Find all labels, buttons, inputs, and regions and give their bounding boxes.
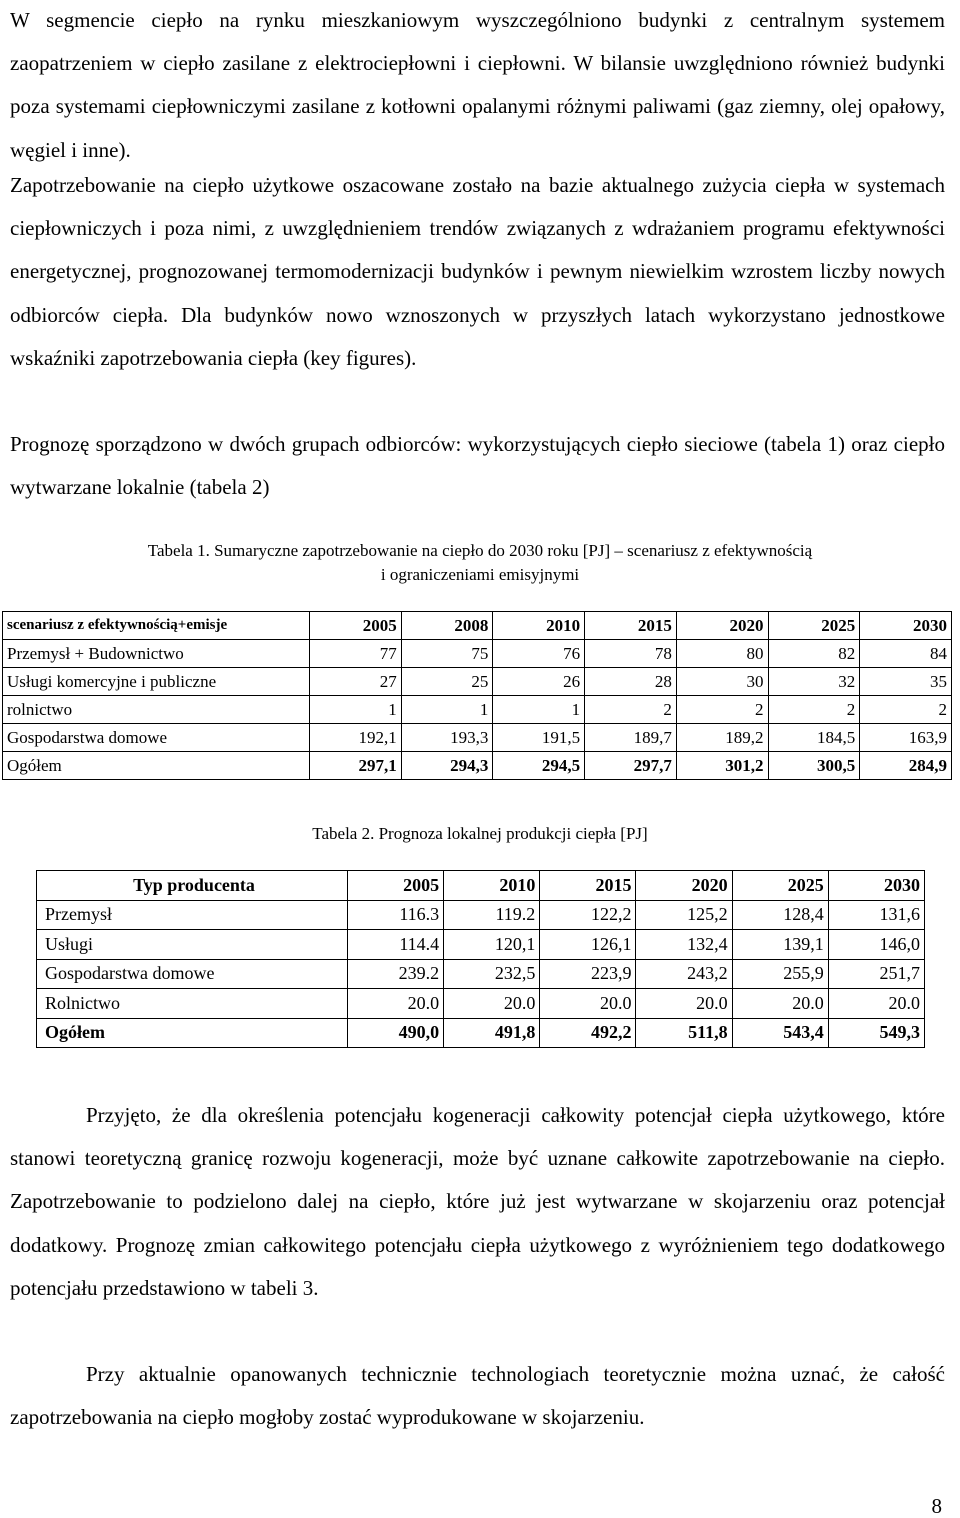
table1-row-label: rolnictwo (3, 696, 310, 724)
table2-cell: 125,2 (636, 900, 732, 930)
table1-header-cell: 2025 (768, 612, 860, 640)
table1-row-label: Gospodarstwa domowe (3, 724, 310, 752)
table1-cell: 301,2 (676, 752, 768, 780)
table2-header-cell: Typ producenta (37, 871, 348, 901)
table1-cell: 297,1 (310, 752, 402, 780)
table2-cell: 490,0 (348, 1018, 444, 1048)
table2-row-label: Przemysł (37, 900, 348, 930)
table2-cell: 223,9 (540, 959, 636, 989)
table2-cell: 139,1 (732, 930, 828, 960)
table1-header-row (3, 612, 952, 640)
table2-cell: 146,0 (828, 930, 924, 960)
table1-cell: 163,9 (860, 724, 952, 752)
outro-paragraph-2: Przy aktualnie opanowanych technicznie technologiach teoretycznie można uznać, że całość zapotrzebowania na ciepło mogłoby zostać wyprodukowane w skojarzeniu. (10, 1362, 945, 1430)
table1-cell: 294,3 (401, 752, 493, 780)
table2-header-cell: 2005 (348, 871, 444, 901)
table2-header-row (37, 871, 925, 901)
table1-header-cell: 2020 (676, 612, 768, 640)
outro-paragraph-1: Przyjęto, że dla określenia potencjału kogeneracji całkowity potencjał ciepła użytkowego, które stanowi teoretyczną granicę rozwoju kogeneracji, może być uznane całkowite zapotrzebowanie na ciepło. Zapotrzebowanie to podzielono dalej na ciepło, które już jest wytwarzane w skojarzeniu oraz potencjał dodatkowy. Prognozę zmian całkowitego potencjału ciepła użytkowego z wyróżnieniem tego dodatkowego potencjału przedstawiono w tabeli 3. (10, 1103, 945, 1300)
table1-cell: 84 (860, 640, 952, 668)
table1-cell: 192,1 (310, 724, 402, 752)
table-row (3, 668, 952, 696)
table1-cell: 25 (401, 668, 493, 696)
table2-header-cell: 2015 (540, 871, 636, 901)
table2-cell: 491,8 (444, 1018, 540, 1048)
table2-row-label: Rolnictwo (37, 989, 348, 1019)
table1-cell: 294,5 (493, 752, 585, 780)
table1-cell: 30 (676, 668, 768, 696)
table2-cell: 20.0 (348, 989, 444, 1019)
table2-cell: 114.4 (348, 930, 444, 960)
table2-cell: 20.0 (732, 989, 828, 1019)
table2-cell: 122,2 (540, 900, 636, 930)
table2-cell: 126,1 (540, 930, 636, 960)
table2-cell: 132,4 (636, 930, 732, 960)
table2-cell: 255,9 (732, 959, 828, 989)
table1-cell: 32 (768, 668, 860, 696)
table1-cell: 1 (493, 696, 585, 724)
table1-cell: 284,9 (860, 752, 952, 780)
table1-cell: 75 (401, 640, 493, 668)
table2-row-label: Gospodarstwa domowe (37, 959, 348, 989)
table1-header-cell: 2005 (310, 612, 402, 640)
table2-caption: Tabela 2. Prognoza lokalnej produkcji ciepła [PJ] (312, 824, 648, 843)
table1-caption-line2: i ograniczeniami emisyjnymi (380, 565, 580, 584)
intro-paragraph-3: Prognozę sporządzono w dwóch grupach odbiorców: wykorzystujących ciepło sieciowe (tabela 1) oraz ciepło wytwarzane lokalnie (tabela 2) (10, 432, 945, 500)
table1-cell: 1 (401, 696, 493, 724)
table1-cell: 28 (585, 668, 677, 696)
table1-cell: 2 (676, 696, 768, 724)
table1-header-cell: 2008 (401, 612, 493, 640)
table2-cell: 232,5 (444, 959, 540, 989)
table1-cell: 1 (310, 696, 402, 724)
table2-cell: 549,3 (828, 1018, 924, 1048)
table2-cell: 20.0 (828, 989, 924, 1019)
table-row (37, 989, 925, 1019)
table2-header-cell: 2020 (636, 871, 732, 901)
table2-cell: 128,4 (732, 900, 828, 930)
table-row (3, 640, 952, 668)
table1-cell: 2 (585, 696, 677, 724)
table-row (37, 900, 925, 930)
table1-cell: 300,5 (768, 752, 860, 780)
table1-cell: 27 (310, 668, 402, 696)
table1-header-cell: 2030 (860, 612, 952, 640)
table2-cell: 251,7 (828, 959, 924, 989)
table1-cell: 189,2 (676, 724, 768, 752)
table2-cell: 243,2 (636, 959, 732, 989)
table1-cell: 2 (768, 696, 860, 724)
table1-cell: 184,5 (768, 724, 860, 752)
table2-total-row (37, 1018, 925, 1048)
table1-cell: 193,3 (401, 724, 493, 752)
table-row (3, 724, 952, 752)
table1-heat-demand (2, 611, 952, 780)
table2-cell: 543,4 (732, 1018, 828, 1048)
table1-row-label: Usługi komercyjne i publiczne (3, 668, 310, 696)
table2-cell: 131,6 (828, 900, 924, 930)
table1-row-label: Ogółem (3, 752, 310, 780)
table2-cell: 239.2 (348, 959, 444, 989)
table2-cell: 511,8 (636, 1018, 732, 1048)
table2-cell: 20.0 (636, 989, 732, 1019)
table1-cell: 191,5 (493, 724, 585, 752)
table2-cell: 116.3 (348, 900, 444, 930)
table1-header-cell: 2010 (493, 612, 585, 640)
table-row (37, 959, 925, 989)
intro-paragraph-2: Zapotrzebowanie na ciepło użytkowe oszacowane zostało na bazie aktualnego zużycia ciepła w systemach ciepłowniczych i poza nimi, z uwzględnieniem trendów związanych z wdrażaniem programu efektywności energetycznej, prognozowanej termomodernizacji budynków i pewnym niewielkim wzrostem liczby nowych odbiorców ciepła. Dla budynków nowo wznoszonych w przyszłych latach wykorzystano jednostkowe wskaźniki zapotrzebowania ciepła (key figures). (10, 173, 945, 370)
table2-cell: 20.0 (540, 989, 636, 1019)
table2-cell: 119.2 (444, 900, 540, 930)
page-number: 8 (931, 1494, 942, 1518)
table1-cell: 189,7 (585, 724, 677, 752)
table2-header-cell: 2025 (732, 871, 828, 901)
table2-row-label: Ogółem (37, 1018, 348, 1048)
table1-cell: 2 (860, 696, 952, 724)
table1-header-cell: scenariusz z efektywnością+emisje (3, 612, 310, 640)
intro-paragraph-1: W segmencie ciepło na rynku mieszkaniowym wyszczególniono budynki z centralnym systemem zaopatrzeniem w ciepło zasilane z elektrociepłowni i ciepłowni. W bilansie uwzględniono również budynki poza systemami ciepłowniczymi zasilane z kotłowni opalanymi różnymi paliwami (gaz ziemny, olej opałowy, węgiel i inne). (10, 8, 945, 162)
table1-cell: 76 (493, 640, 585, 668)
table2-cell: 20.0 (444, 989, 540, 1019)
table1-cell: 80 (676, 640, 768, 668)
table-row (3, 696, 952, 724)
table1-header-cell: 2015 (585, 612, 677, 640)
table1-cell: 35 (860, 668, 952, 696)
table2-header-cell: 2010 (444, 871, 540, 901)
table1-row-label: Przemysł + Budownictwo (3, 640, 310, 668)
table1-cell: 77 (310, 640, 402, 668)
table-row (37, 930, 925, 960)
table1-cell: 26 (493, 668, 585, 696)
table1-cell: 297,7 (585, 752, 677, 780)
table2-row-label: Usługi (37, 930, 348, 960)
table2-header-cell: 2030 (828, 871, 924, 901)
table2-cell: 120,1 (444, 930, 540, 960)
table1-total-row (3, 752, 952, 780)
table2-local-heat-production (36, 870, 925, 1048)
table1-caption-line1: Tabela 1. Sumaryczne zapotrzebowanie na ciepło do 2030 roku [PJ] – scenariusz z efektywnością (147, 541, 813, 560)
table1-cell: 82 (768, 640, 860, 668)
table2-cell: 492,2 (540, 1018, 636, 1048)
table1-cell: 78 (585, 640, 677, 668)
